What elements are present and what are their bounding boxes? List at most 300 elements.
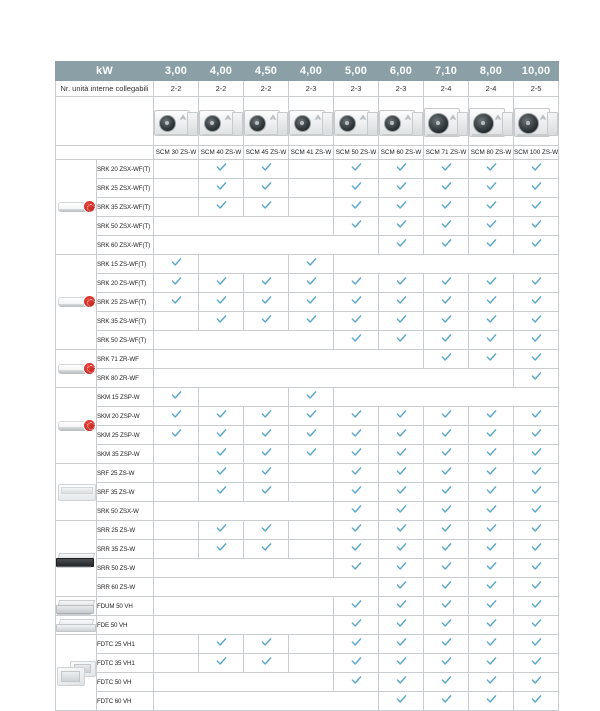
check-icon (531, 314, 542, 325)
check-icon (486, 447, 497, 458)
compatibility-cell-checked (469, 350, 514, 369)
column-header-image-4 (334, 97, 379, 146)
table-row (56, 559, 559, 578)
check-icon (441, 162, 452, 173)
compatibility-cell-checked (469, 483, 514, 502)
compatibility-cell-checked (334, 274, 379, 293)
compatibility-cell-checked (469, 502, 514, 521)
compatibility-cell-checked (424, 293, 469, 312)
compatibility-cell-checked (199, 464, 244, 483)
column-header-kw-2: 4,50 (244, 62, 289, 81)
compatibility-cell-empty (154, 445, 199, 464)
check-icon (531, 523, 542, 534)
check-icon (396, 238, 407, 249)
indoor-unit-model-label: SRK 25 ZSX-WF(T) (97, 179, 154, 198)
check-icon (441, 333, 452, 344)
compatibility-cell-checked (199, 160, 244, 179)
table-row (56, 464, 559, 483)
header-row-models (56, 146, 559, 160)
check-icon (486, 523, 497, 534)
compatibility-cell-checked (424, 160, 469, 179)
table-row (56, 692, 559, 711)
column-header-units-0: 2-2 (154, 81, 199, 97)
compatibility-cell-checked (469, 559, 514, 578)
compatibility-cell-checked (424, 654, 469, 673)
check-icon (351, 409, 362, 420)
compatibility-cell-checked (244, 160, 289, 179)
table-body (56, 160, 559, 711)
column-header-kw-5: 6,00 (379, 62, 424, 81)
check-icon (531, 447, 542, 458)
compatibility-cell-checked (424, 540, 469, 559)
compatibility-cell-checked (424, 426, 469, 445)
outdoor-unit-illustration (199, 106, 243, 136)
check-icon (531, 504, 542, 515)
column-header-model-5: SCM 60 ZS-W (379, 146, 424, 160)
compatibility-cell-checked (469, 445, 514, 464)
compatibility-cell-checked (469, 692, 514, 711)
compatibility-cell-checked (334, 407, 379, 426)
compatibility-cell-checked (469, 654, 514, 673)
compatibility-cell-checked (424, 198, 469, 217)
compatibility-cell-checked (334, 160, 379, 179)
table-row (56, 255, 559, 274)
compatibility-cell-checked (514, 464, 559, 483)
compatibility-cell-checked (469, 331, 514, 350)
compatibility-cell-checked (379, 217, 424, 236)
compatibility-cell-checked (424, 407, 469, 426)
compatibility-cell-checked (514, 236, 559, 255)
compatibility-cell-checked (289, 312, 334, 331)
compatibility-cell-checked (289, 407, 334, 426)
compatibility-cell-checked (514, 578, 559, 597)
compatibility-cell-checked (379, 331, 424, 350)
compatibility-cell-checked (469, 312, 514, 331)
check-icon (261, 447, 272, 458)
compatibility-cell-checked (469, 635, 514, 654)
compatibility-cell-checked (334, 331, 379, 350)
compatibility-cell-checked (424, 597, 469, 616)
check-icon (531, 371, 542, 382)
compatibility-cell-checked (379, 483, 424, 502)
indoor-unit-model-label: SRF 35 ZS-W (97, 483, 154, 502)
table-row (56, 426, 559, 445)
indoor-unit-model-label: FDTC 50 VH (97, 673, 154, 692)
table-row (56, 369, 559, 388)
check-icon (396, 314, 407, 325)
indoor-unit-model-label: SKM 25 ZSP-W (97, 426, 154, 445)
compatibility-cell-empty (289, 521, 334, 540)
compatibility-cell-checked (379, 198, 424, 217)
check-icon (261, 656, 272, 667)
indoor-unit-model-label: SKM 20 ZSP-W (97, 407, 154, 426)
compatibility-cell-checked (289, 293, 334, 312)
check-icon (261, 181, 272, 192)
compatibility-cell-checked (199, 198, 244, 217)
check-icon (216, 162, 227, 173)
compatibility-cell-checked (334, 445, 379, 464)
compatibility-cell-empty (289, 464, 334, 483)
indoor-unit-model-label: SRK 50 ZS-WF(T) (97, 331, 154, 350)
compatibility-cell-checked (514, 502, 559, 521)
compatibility-cell-checked (199, 426, 244, 445)
check-icon (261, 428, 272, 439)
check-icon (441, 675, 452, 686)
check-icon (531, 333, 542, 344)
compatibility-cell-checked (334, 597, 379, 616)
check-icon (261, 637, 272, 648)
outdoor-unit-illustration (289, 106, 333, 136)
compatibility-cell-checked (199, 654, 244, 673)
check-icon (441, 561, 452, 572)
compatibility-cell-checked (514, 369, 559, 388)
compatibility-cell-checked (379, 426, 424, 445)
check-icon (486, 561, 497, 572)
check-icon (531, 200, 542, 211)
compatibility-cell-checked (424, 274, 469, 293)
check-icon (171, 276, 182, 287)
column-header-model-1: SCM 40 ZS-W (199, 146, 244, 160)
compatibility-cell-checked (424, 578, 469, 597)
compatibility-cell-checked (424, 521, 469, 540)
floor-standing-unit-icon (57, 482, 95, 502)
compatibility-cell-checked (469, 464, 514, 483)
compatibility-cell-checked (379, 179, 424, 198)
check-icon (306, 428, 317, 439)
compatibility-cell-checked (379, 692, 424, 711)
compatibility-cell-checked (514, 654, 559, 673)
indoor-unit-model-label: SRK 20 ZSX-WF(T) (97, 160, 154, 179)
check-icon (351, 561, 362, 572)
check-icon (486, 200, 497, 211)
check-icon (531, 618, 542, 629)
check-icon (441, 656, 452, 667)
compatibility-cell-empty (154, 236, 379, 255)
table-row (56, 293, 559, 312)
wall-mounted-unit-icon (58, 200, 94, 214)
compatibility-cell-checked (469, 521, 514, 540)
check-icon (441, 314, 452, 325)
compatibility-cell-checked (334, 559, 379, 578)
check-icon (396, 523, 407, 534)
compatibility-cell-empty (154, 483, 199, 502)
compatibility-cell-checked (244, 635, 289, 654)
indoor-unit-image-cell-6 (56, 597, 97, 616)
check-icon (216, 466, 227, 477)
compatibility-cell-checked (424, 236, 469, 255)
compatibility-cell-checked (379, 236, 424, 255)
check-icon (531, 675, 542, 686)
compatibility-cell-checked (514, 692, 559, 711)
check-icon (351, 599, 362, 610)
compatibility-cell-checked (424, 350, 469, 369)
compatibility-cell-checked (199, 521, 244, 540)
compatibility-cell-empty (154, 616, 334, 635)
compatibility-cell-checked (154, 407, 199, 426)
header-image-spacer (56, 97, 154, 146)
check-icon (351, 333, 362, 344)
energy-label-badge-icon (84, 201, 95, 212)
compatibility-cell-checked (334, 635, 379, 654)
connectable-indoor-units-label: Nr. unità interne collegabili (56, 81, 154, 97)
indoor-unit-model-label: SRK 25 ZS-WF(T) (97, 293, 154, 312)
check-icon (441, 295, 452, 306)
indoor-unit-model-label: FDE 50 VH (97, 616, 154, 635)
check-icon (396, 618, 407, 629)
indoor-unit-model-label: SRK 60 ZSX-WF(T) (97, 236, 154, 255)
compatibility-cell-checked (244, 654, 289, 673)
table-row (56, 483, 559, 502)
check-icon (441, 618, 452, 629)
compatibility-cell-checked (334, 179, 379, 198)
column-header-image-1 (199, 97, 244, 146)
check-icon (486, 599, 497, 610)
compatibility-cell-checked (379, 578, 424, 597)
wall-mounted-unit-icon (58, 362, 94, 376)
check-icon (306, 390, 317, 401)
check-icon (396, 181, 407, 192)
outdoor-unit-illustration (469, 106, 513, 136)
check-icon (216, 276, 227, 287)
check-icon (441, 428, 452, 439)
check-icon (351, 485, 362, 496)
check-icon (531, 694, 542, 705)
check-icon (396, 675, 407, 686)
compatibility-cell-empty (289, 160, 334, 179)
table-row (56, 616, 559, 635)
compatibility-cell-checked (379, 445, 424, 464)
indoor-unit-model-label: SKM 15 ZSP-W (97, 388, 154, 407)
indoor-unit-image-cell-2 (56, 350, 97, 388)
indoor-unit-model-label: SRR 35 ZS-W (97, 540, 154, 559)
compatibility-cell-empty (154, 692, 379, 711)
compatibility-cell-empty (154, 578, 379, 597)
compatibility-cell-checked (469, 198, 514, 217)
table-row (56, 350, 559, 369)
compatibility-cell-empty (154, 654, 199, 673)
check-icon (531, 428, 542, 439)
column-header-image-6 (424, 97, 469, 146)
check-icon (486, 238, 497, 249)
indoor-unit-image-cell-5 (56, 521, 97, 597)
compatibility-cell-checked (514, 483, 559, 502)
indoor-unit-image-cell-0 (56, 160, 97, 255)
energy-label-badge-icon (84, 363, 95, 374)
compatibility-cell-checked (514, 673, 559, 692)
check-icon (441, 580, 452, 591)
compatibility-cell-empty (289, 540, 334, 559)
cassette-unit-icon (56, 660, 96, 686)
check-icon (306, 257, 317, 268)
compatibility-cell-checked (244, 445, 289, 464)
check-icon (396, 409, 407, 420)
compatibility-cell-checked (379, 635, 424, 654)
compatibility-cell-checked (154, 293, 199, 312)
compatibility-cell-checked (514, 350, 559, 369)
compatibility-cell-checked (514, 559, 559, 578)
compatibility-cell-checked (379, 521, 424, 540)
check-icon (216, 485, 227, 496)
check-icon (261, 314, 272, 325)
table-row (56, 160, 559, 179)
compatibility-cell-checked (424, 635, 469, 654)
compatibility-cell-checked (514, 635, 559, 654)
compatibility-cell-checked (469, 217, 514, 236)
compatibility-cell-checked (514, 426, 559, 445)
ducted-unit-icon (56, 550, 96, 568)
compatibility-cell-checked (514, 312, 559, 331)
check-icon (261, 276, 272, 287)
check-icon (531, 409, 542, 420)
compatibility-cell-empty (289, 198, 334, 217)
compatibility-cell-checked (334, 502, 379, 521)
compatibility-cell-empty (199, 255, 289, 274)
compatibility-cell-checked (424, 445, 469, 464)
compatibility-cell-checked (289, 388, 334, 407)
compatibility-cell-checked (379, 407, 424, 426)
column-header-kw-4: 5,00 (334, 62, 379, 81)
compatibility-cell-checked (424, 483, 469, 502)
table-row (56, 502, 559, 521)
check-icon (351, 295, 362, 306)
check-icon (396, 466, 407, 477)
check-icon (396, 599, 407, 610)
column-header-image-2 (244, 97, 289, 146)
compatibility-cell-checked (154, 388, 199, 407)
check-icon (216, 637, 227, 648)
check-icon (486, 181, 497, 192)
check-icon (531, 352, 542, 363)
check-icon (441, 447, 452, 458)
table-row (56, 331, 559, 350)
check-icon (351, 219, 362, 230)
check-icon (351, 466, 362, 477)
compatibility-cell-checked (514, 274, 559, 293)
column-header-units-7: 2-4 (469, 81, 514, 97)
table-row (56, 673, 559, 692)
compatibility-cell-empty (154, 559, 334, 578)
compatibility-cell-empty (154, 597, 334, 616)
compatibility-cell-checked (469, 407, 514, 426)
compatibility-cell-checked (469, 616, 514, 635)
compatibility-cell-checked (289, 426, 334, 445)
compatibility-cell-checked (514, 597, 559, 616)
column-header-model-8: SCM 100 ZS-W (514, 146, 559, 160)
table-row (56, 388, 559, 407)
column-header-units-5: 2-3 (379, 81, 424, 97)
compatibility-cell-checked (379, 654, 424, 673)
compatibility-cell-empty (154, 350, 424, 369)
check-icon (531, 295, 542, 306)
compatibility-cell-checked (424, 673, 469, 692)
check-icon (441, 485, 452, 496)
column-header-kw-8: 10,00 (514, 62, 559, 81)
compatibility-cell-checked (244, 274, 289, 293)
table-row (56, 654, 559, 673)
check-icon (486, 295, 497, 306)
check-icon (531, 599, 542, 610)
check-icon (216, 409, 227, 420)
check-icon (531, 238, 542, 249)
check-icon (351, 504, 362, 515)
compatibility-cell-checked (154, 426, 199, 445)
check-icon (441, 276, 452, 287)
compatibility-cell-checked (199, 293, 244, 312)
compatibility-cell-checked (424, 464, 469, 483)
column-header-units-8: 2-5 (514, 81, 559, 97)
compatibility-cell-checked (469, 597, 514, 616)
compatibility-cell-checked (424, 331, 469, 350)
indoor-unit-image-cell-3 (56, 388, 97, 464)
check-icon (396, 504, 407, 515)
compatibility-cell-checked (244, 198, 289, 217)
indoor-unit-image-cell-1 (56, 255, 97, 350)
compatibility-cell-checked (334, 483, 379, 502)
compatibility-cell-checked (379, 160, 424, 179)
check-icon (261, 542, 272, 553)
compatibility-cell-empty (154, 369, 514, 388)
compatibility-cell-checked (154, 255, 199, 274)
check-icon (216, 295, 227, 306)
check-icon (351, 637, 362, 648)
check-icon (441, 504, 452, 515)
indoor-unit-image-cell-4 (56, 464, 97, 521)
header-row-kw (56, 62, 559, 81)
compatibility-cell-empty (154, 179, 199, 198)
compatibility-cell-empty (154, 312, 199, 331)
check-icon (486, 428, 497, 439)
check-icon (306, 314, 317, 325)
column-header-units-6: 2-4 (424, 81, 469, 97)
compatibility-cell-checked (424, 616, 469, 635)
check-icon (441, 409, 452, 420)
column-header-units-3: 2-3 (289, 81, 334, 97)
check-icon (216, 428, 227, 439)
compatibility-cell-checked (199, 540, 244, 559)
indoor-unit-model-label: SRR 25 ZS-W (97, 521, 154, 540)
compatibility-cell-empty (199, 388, 289, 407)
check-icon (486, 504, 497, 515)
check-icon (351, 314, 362, 325)
check-icon (396, 200, 407, 211)
table-row (56, 217, 559, 236)
compatibility-cell-checked (379, 559, 424, 578)
check-icon (396, 580, 407, 591)
check-icon (396, 276, 407, 287)
compatibility-cell-checked (334, 426, 379, 445)
column-header-kw-6: 7,10 (424, 62, 469, 81)
compatibility-cell-checked (334, 540, 379, 559)
check-icon (441, 200, 452, 211)
column-header-model-4: SCM 50 ZS-W (334, 146, 379, 160)
compatibility-cell-empty (154, 160, 199, 179)
column-header-image-8 (514, 97, 559, 146)
check-icon (441, 238, 452, 249)
check-icon (486, 466, 497, 477)
check-icon (216, 200, 227, 211)
column-header-model-3: SCM 41 ZS-W (289, 146, 334, 160)
check-icon (396, 656, 407, 667)
check-icon (396, 485, 407, 496)
check-icon (486, 675, 497, 686)
compatibility-cell-checked (244, 407, 289, 426)
outdoor-unit-illustration (379, 106, 423, 136)
column-header-units-1: 2-2 (199, 81, 244, 97)
check-icon (531, 276, 542, 287)
check-icon (351, 523, 362, 534)
check-icon (171, 295, 182, 306)
check-icon (216, 181, 227, 192)
